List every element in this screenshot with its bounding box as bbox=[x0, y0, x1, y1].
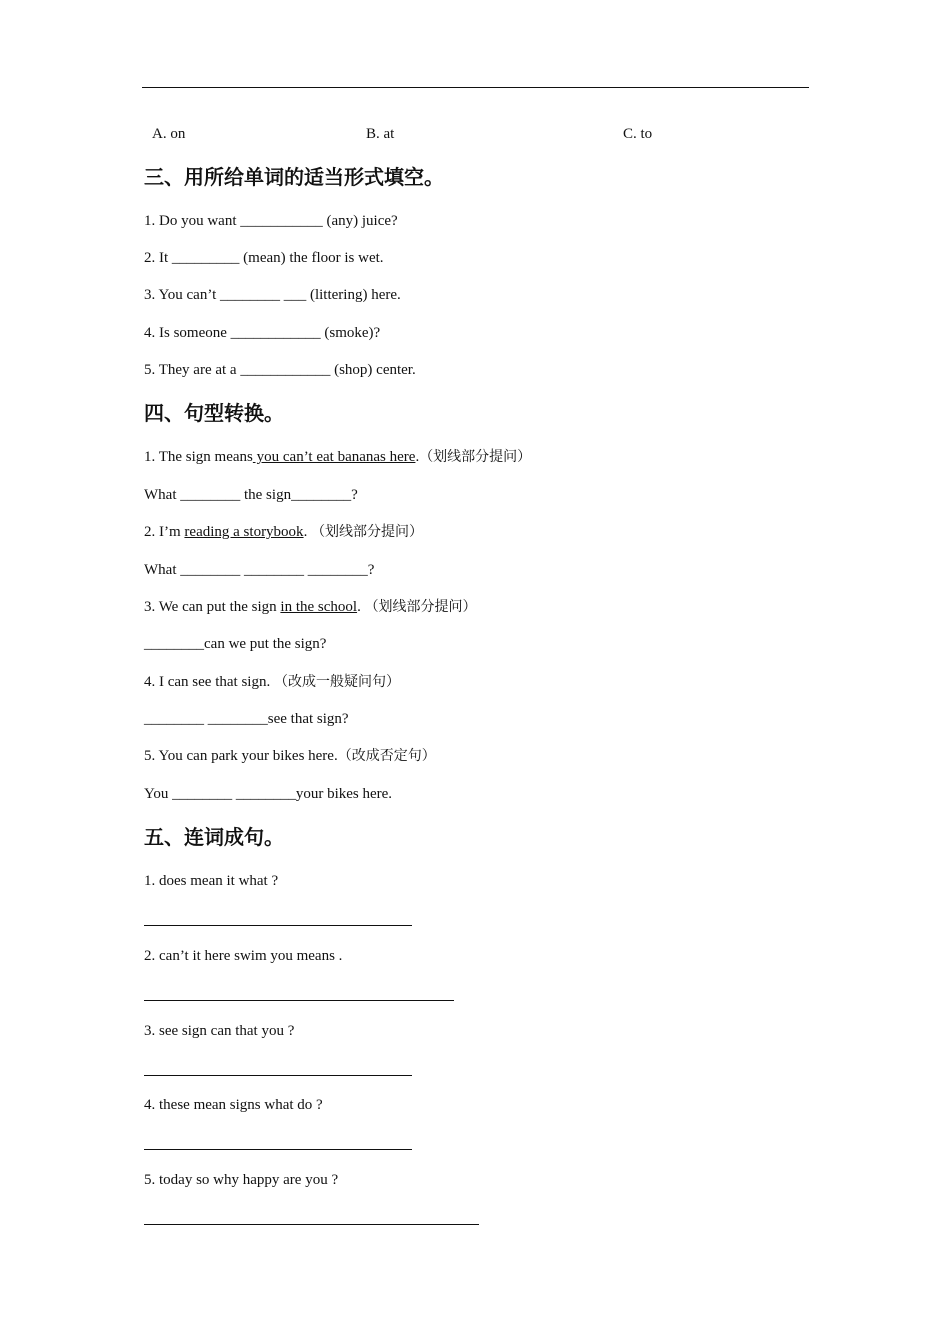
s4-question-2: 2. I’m reading a storybook. （划线部分提问） bbox=[144, 524, 424, 540]
option-c: C. to bbox=[623, 126, 653, 142]
section5-heading: 五、连词成句。 bbox=[144, 825, 284, 849]
s4-answer-5: You ________ ________your bikes here. bbox=[144, 786, 393, 802]
underlined-phrase: you can’t eat bananas here bbox=[252, 449, 416, 465]
answer-line bbox=[144, 1224, 479, 1225]
s5-item-3: 3. see sign can that you ? bbox=[144, 1023, 295, 1039]
s5-item-4: 4. these mean signs what do ? bbox=[144, 1097, 323, 1113]
instruction-note: （划线部分提问） bbox=[419, 449, 532, 465]
s3-item-4: 4. Is someone ____________ (smoke)? bbox=[144, 325, 381, 341]
option-b: B. at bbox=[366, 126, 395, 142]
s4-question-3: 3. We can put the sign in the school. （划线部分提问） bbox=[144, 599, 477, 615]
s4-answer-4: ________ ________see that sign? bbox=[144, 711, 349, 727]
s4-answer-3: ________can we put the sign? bbox=[144, 636, 327, 652]
section4-heading: 四、句型转换。 bbox=[144, 401, 284, 425]
section3-heading: 三、用所给单词的适当形式填空。 bbox=[144, 165, 444, 189]
s4-question-5: 5. You can park your bikes here.（改成否定句） bbox=[144, 748, 436, 764]
s3-item-5: 5. They are at a ____________ (shop) center. bbox=[144, 362, 416, 378]
s4-question-1: 1. The sign means you can’t eat bananas here.（划线部分提问） bbox=[144, 449, 532, 465]
header-rule bbox=[142, 87, 809, 88]
answer-line bbox=[144, 925, 412, 926]
instruction-note: （改成否定句） bbox=[337, 748, 436, 764]
answer-line bbox=[144, 1075, 412, 1076]
s4-answer-2: What ________ ________ ________? bbox=[144, 562, 375, 578]
underlined-phrase: in the school bbox=[280, 599, 358, 615]
s4-question-4: 4. I can see that sign. （改成一般疑问句） bbox=[144, 674, 400, 690]
s3-item-2: 2. It _________ (mean) the floor is wet. bbox=[144, 250, 384, 266]
answer-line bbox=[144, 1149, 412, 1150]
option-a: A. on bbox=[152, 126, 186, 142]
instruction-note: （划线部分提问） bbox=[364, 599, 477, 615]
underlined-phrase: reading a storybook bbox=[184, 524, 304, 540]
instruction-note: （划线部分提问） bbox=[311, 524, 424, 540]
answer-line bbox=[144, 1000, 454, 1001]
s3-item-3: 3. You can’t ________ ___ (littering) here. bbox=[144, 287, 401, 303]
s5-item-2: 2. can’t it here swim you means . bbox=[144, 948, 343, 964]
s3-item-1: 1. Do you want ___________ (any) juice? bbox=[144, 213, 398, 229]
s5-item-5: 5. today so why happy are you ? bbox=[144, 1172, 339, 1188]
s4-answer-1: What ________ the sign________? bbox=[144, 487, 358, 503]
instruction-note: （改成一般疑问句） bbox=[273, 674, 400, 690]
s5-item-1: 1. does mean it what ? bbox=[144, 873, 279, 889]
